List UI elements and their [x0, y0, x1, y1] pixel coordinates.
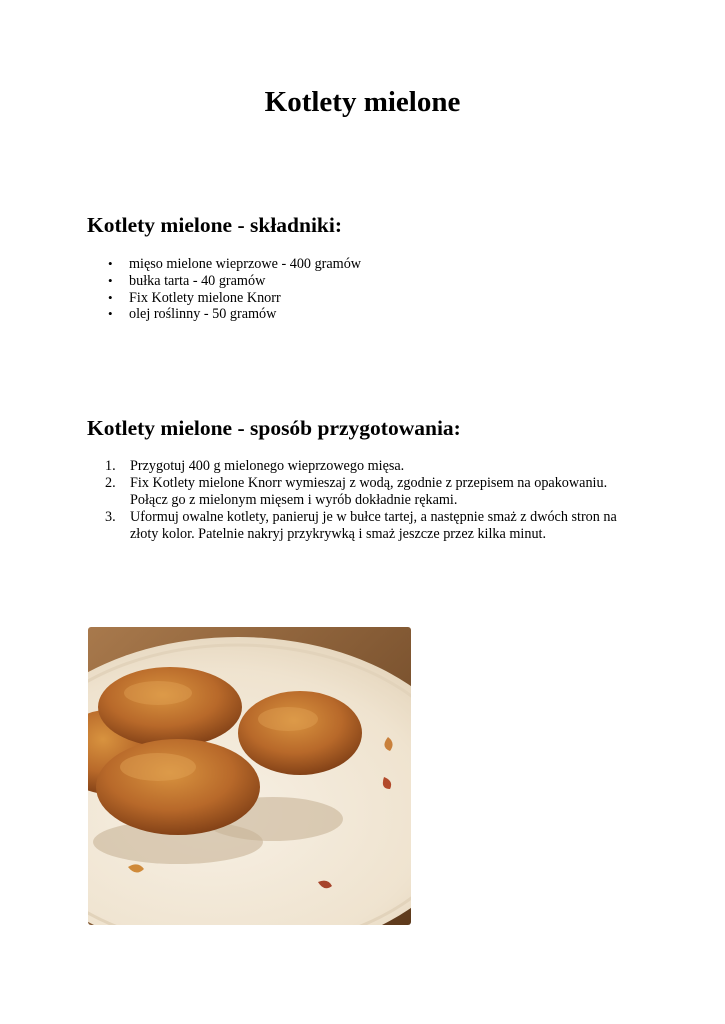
- list-item: [87, 509, 647, 543]
- list-item: [87, 273, 361, 290]
- step-number: 2.: [105, 475, 116, 491]
- list-item: [87, 256, 361, 273]
- step-number: 3.: [105, 509, 116, 525]
- step-text: Przygotuj 400 g mielonego wieprzowego mięsa.: [130, 458, 405, 474]
- bullet-icon: •: [108, 272, 113, 288]
- bullet-icon: •: [108, 256, 113, 271]
- ingredient-text: mięso mielone wieprzowe - 400 gramów: [129, 256, 362, 272]
- preparation-heading: Kotlety mielone - sposób przygotowania:: [87, 416, 461, 440]
- step-text: Fix Kotlety mielone Knorr wymieszaj z wodą, zgodnie z przepisem na opakowaniu. Połącz go z mielonym mięsem i wyrób dokładnie rękami.: [130, 475, 608, 508]
- ingredient-text: Fix Kotlety mielone Knorr: [129, 289, 281, 306]
- bullet-icon: •: [108, 306, 113, 322]
- list-item: [87, 306, 361, 323]
- step-number: 1.: [105, 458, 116, 474]
- preparation-steps: [87, 458, 647, 543]
- ingredients-list: [87, 256, 361, 323]
- page-title: Kotlety mielone: [264, 86, 461, 118]
- list-item: [87, 475, 647, 509]
- bullet-icon: •: [108, 289, 113, 305]
- step-text: Uformuj owalne kotlety, panieruj je w bułce tartej, a następnie smaż z dwóch stron na złoty kolor. Patelnie nakryj przykrywką i smaż jeszcze przez kilka minut.: [130, 509, 617, 542]
- ingredient-text: olej roślinny - 50 gramów: [129, 306, 277, 323]
- list-item: [87, 458, 647, 475]
- ingredient-text: bułka tarta - 40 gramów: [129, 272, 266, 289]
- cutlets-photo: [88, 627, 411, 925]
- ingredients-heading: Kotlety mielone - składniki:: [87, 213, 343, 237]
- list-item: [87, 290, 361, 307]
